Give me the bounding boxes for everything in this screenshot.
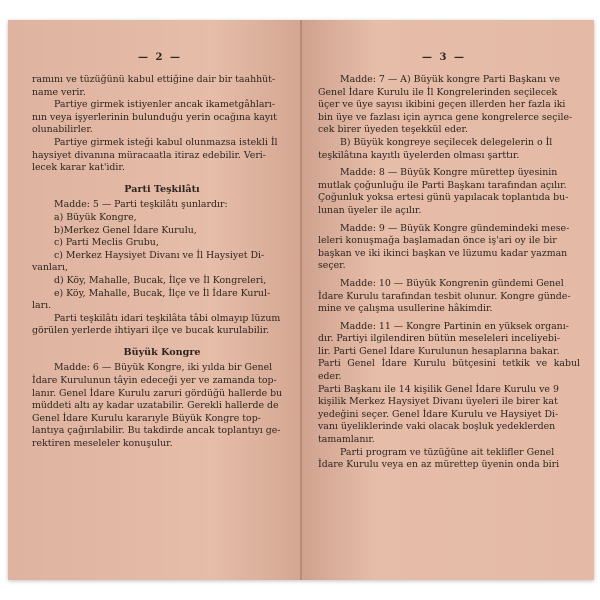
article-11-line: lir. Parti Genel İdare Kurulunun hesaplarına bakar. — [318, 345, 560, 357]
article-7b-line: teşkilâtına kayıtlı üyelerden olması şarttır. — [318, 149, 520, 161]
article-11-line: Madde: 11 — Kongre Partinin en yüksek organı- — [340, 320, 569, 332]
article-5-line: c) Parti Meclis Grubu, — [54, 237, 159, 249]
page-number-left: — 2 — — [138, 52, 182, 63]
text-line: nın veya işyerlerinin bulunduğu yerin ocağına kayıt — [32, 111, 277, 123]
article-11-line: tamamlanır. — [318, 434, 375, 446]
article-6-line: lantıya çağırılabilir. Bu takdirde ancak toplantıyı ge- — [32, 425, 281, 437]
article-8-line: Çoğunluk yoksa ertesi günü yapılacak toplantıda bu- — [318, 192, 569, 204]
article-8-line: lunan üyeler ile açılır. — [318, 204, 422, 216]
article-5-line: vanları, — [32, 262, 68, 274]
left-page — [8, 20, 300, 580]
article-7-line: üçer ve üye sayısı ikibini geçen illerden her fazla iki — [318, 99, 566, 111]
text-line: olunabilirler. — [32, 124, 93, 136]
article-5-line: a) Büyük Kongre, — [54, 211, 137, 223]
article-5-line: b)Merkez Genel İdare Kurulu, — [54, 224, 197, 236]
article-7-line: cek birer üyeden teşekkül eder. — [318, 124, 468, 136]
text-line: İdare Kurulu veya en az mürettep üyenin onda biri — [318, 459, 560, 471]
article-8-line: Madde: 8 — Büyük Kongre mürettep üyesinin — [340, 167, 558, 179]
article-9-line: seçer. — [318, 260, 346, 272]
article-11-line: vanı üyeliklerinde vaki olacak boşluk yedeklerden — [318, 421, 556, 433]
section-heading-buyuk-kongre: Büyük Kongre — [123, 346, 201, 358]
article-5-line: ları. — [32, 300, 52, 312]
text-line: görülen yerlerde ihtiyari ilçe ve bucak kurulabilir. — [32, 325, 270, 337]
text-line: Partiye girmek istiyenler ancak ikametgâhları- — [54, 99, 276, 111]
article-10-line: İdare Kurulu tarafından tesbit olunur. Kongre günde- — [318, 290, 571, 302]
article-6-line: Madde: 6 — Büyük Kongre, iki yılda bir Genel — [54, 362, 273, 374]
article-11-line: Parti Başkanı ile 14 kişilik Genel İdare Kurulu ve 9 — [318, 383, 559, 395]
article-9-line: başkan ve iki ikinci başkan ve lüzumu kadar yazman — [318, 247, 568, 259]
article-6-line: müddeti altı ay kadar uzatabilir. Gerekli hallerde de — [32, 400, 279, 412]
article-5-line: e) Köy, Mahalle, Bucak, İlçe ve İl İdare Kurul- — [54, 287, 271, 299]
article-7-line: Madde: 7 — A) Büyük kongre Parti Başkanı ve — [340, 74, 561, 85]
article-10-line: Madde: 10 — Büyük Kongrenin gündemi Genel — [340, 277, 564, 289]
article-6-line: lanır. Genel İdare Kurulu zaruri gördüğü hallerde bu — [32, 387, 283, 399]
article-5-line: Madde: 5 — Parti teşkilâtı şunlardır: — [54, 199, 228, 211]
section-heading-parti-teskilati: Parti Teşkilâtı — [124, 183, 200, 195]
text-line: Parti teşkilâtı idari teşkilâta tâbi olmayıp lüzum — [54, 312, 281, 324]
article-6-line: İdare Kurulunun tâyin edeceği yer ve zamanda top- — [32, 375, 277, 387]
article-11-line: Parti Genel İdare Kurulu bütçesini tetkik ve kabul eder. — [318, 358, 580, 383]
article-9-line: leleri konuşmağa başlamadan önce iş'ari oy ile bir — [318, 235, 557, 247]
article-5-line: d) Köy, Mahalle, Bucak, İlçe ve İl Kongreleri, — [54, 274, 267, 286]
article-6-line: Genel İdare Kurulu kararıyle Büyük Kongre top- — [32, 412, 261, 424]
page-number-right: — 3 — — [422, 52, 466, 63]
right-page — [302, 20, 594, 580]
article-10-line: mine ve çalışma usullerine hâkimdir. — [318, 303, 493, 315]
article-7b-line: B) Büyük kongreye seçilecek delegelerin o İl — [340, 136, 553, 148]
article-8-line: mutlak çoğunluğu ile Parti Başkanı tarafından açılır. — [318, 179, 567, 191]
text-line: Parti program ve tüzüğüne ait teklifler Genel — [340, 446, 555, 458]
article-9-line: Madde: 9 — Büyük Kongre gündemindeki mese- — [340, 222, 570, 234]
text-line: name verir. — [32, 86, 86, 98]
article-11-line: yedeğini seçer. Genel İdare Kurulu ve Haysiyet Di- — [318, 408, 559, 420]
article-11-line: dır. Partiyi ilgilendiren bütün meseleleri inceliyebi- — [318, 333, 561, 345]
article-11-line: kişilik Merkez Haysiyet Divanı üyeleri ile birer kat — [318, 396, 558, 408]
text-line: ramını ve tüzüğünü kabul ettiğine dair bir taahhüt- — [32, 74, 276, 85]
text-line: haysiyet divanına müracaatla itiraz edebilir. Veri- — [32, 149, 266, 161]
article-7-line: bin üye ve fazlası için ayrıca gene kongrelerce seçile- — [318, 111, 573, 123]
article-6-line: rektiren meseleler konuşulur. — [32, 438, 173, 450]
article-7-line: Genel İdare Kurulu ile İl Kongrelerinden seçilecek — [318, 86, 558, 98]
text-line: Partiye girmek isteği kabul olunmazsa istekli İl — [54, 136, 278, 148]
article-5-line: c) Merkez Haysiyet Divanı ve İl Haysiyet Di- — [54, 249, 265, 261]
booklet-spread — [8, 20, 594, 580]
text-line: lecek karar kat'idir. — [32, 162, 125, 174]
